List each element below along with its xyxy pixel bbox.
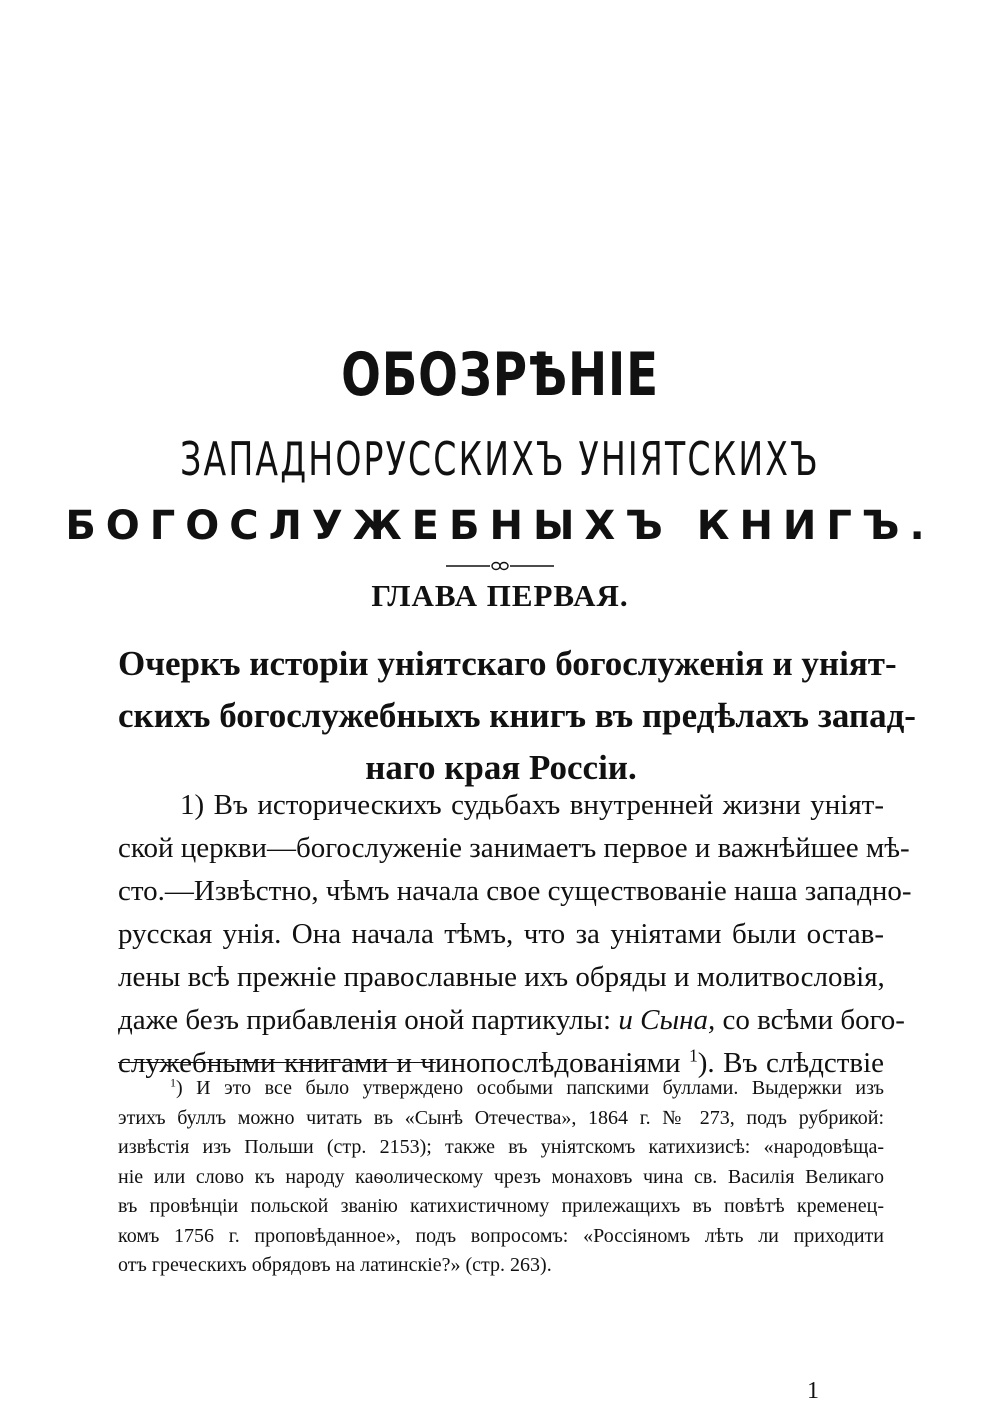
body-line-part: служебными книгами и чинопослѣдованіями [118,1047,681,1079]
body-line-part: ). Въ слѣдствіе [697,1047,885,1079]
footnote-line: отъ греческихъ обрядовъ на латинскіе?» (стр. 263). [118,1254,552,1276]
footnote-reference: 1 [689,1045,698,1066]
footnote-marker: 1 [170,1075,176,1090]
footnote-line-text: ) И это все было утверждено особыми папскими буллами. Выдержки изъ [176,1077,884,1099]
page-number: 1 [807,1378,819,1404]
body-line: ской церкви—богослуженіе занимаетъ первое и важнѣйшее мѣ- [118,832,910,864]
footnote-line: этихъ буллъ можно читать въ «Сынѣ Отечества», 1864 г. № 273, подъ рубрикой: [118,1106,884,1129]
footnote-line: извѣстія изъ Польши (стр. 2153); также въ уніятскомъ катихизисѣ: «народовѣща- [118,1136,884,1158]
body-line [118,999,905,1042]
heading-line: наго края Россіи. [365,748,637,787]
footnote-separator [118,1062,436,1063]
body-line: сто.—Извѣстно, чѣмъ начала свое существованіе наша западно- [118,875,912,907]
chapter-heading: ГЛАВА ПЕРВАЯ. [371,578,629,613]
body-line: лены всѣ прежніе православные ихъ обряды и молитвословія, [118,961,885,993]
body-line: русская унія. Она начала тѣмъ, что за уніятами были остав- [118,918,884,950]
body-line-part: даже безъ прибавленія оной партикулы: [118,1004,612,1036]
footnote-line: ніе или слово къ народу каѳолическому чрезъ монаховъ чина св. Василія Великаго [118,1165,884,1188]
italic-phrase: и Сына, [618,1004,716,1036]
ornament-divider-icon [440,560,560,572]
heading-line: Очеркъ исторіи уніятскаго богослуженія и уніят- [118,644,897,683]
footnote-line: комъ 1756 г. проповѣданное», подъ вопросомъ: «Россіяномъ лѣть ли приходити [118,1224,884,1247]
heading-line: скихъ богослужебныхъ книгъ въ предѣлахъ запад- [118,696,916,735]
footnote-line: въ провѣнціи польской званію катихистичному прилежащихъ въ повѣтѣ кременец- [118,1195,884,1217]
body-line: 1) Въ историческихъ судьбахъ внутренней жизни уніят- [180,789,884,821]
title-subtitle-line-2: БОГОСЛУЖЕБНЫХЪ КНИГЪ. [65,503,935,549]
section-heading [118,638,916,794]
body-text [118,784,912,1085]
footnotes [118,1074,884,1281]
footnote-line [118,1074,884,1104]
title-subtitle-line-1: ЗАПАДНОРУССКИХЪ УНІЯТСКИХЪ [180,432,820,486]
title-main: ОБОЗРѢНІЕ [341,340,659,410]
body-line-part: со всѣми бого- [722,1004,905,1036]
